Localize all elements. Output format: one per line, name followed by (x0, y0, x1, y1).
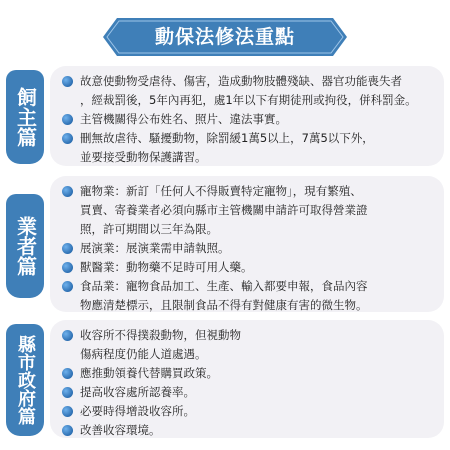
list-item: 獸醫業：動物藥不足時可用人藥。 (60, 258, 438, 277)
bullet-icon (62, 281, 73, 292)
owner-section-tab (6, 70, 44, 164)
title-banner (103, 18, 347, 56)
bullet-icon (62, 243, 73, 254)
list-item: 收容所不得撲殺動物，但視動物 傷病程度仍能人道處遇。 (60, 326, 438, 364)
bullet-icon (62, 406, 73, 417)
list-item: 展演業：展演業需申請執照。 (60, 239, 438, 258)
page-title: 動保法修法重點 (154, 26, 295, 48)
bullet-icon (62, 114, 73, 125)
bullet-icon (62, 387, 73, 398)
government-section-panel (50, 320, 444, 438)
owner-section-list (60, 72, 438, 167)
business-section-label: 業者篇 (13, 216, 38, 276)
bullet-icon (62, 262, 73, 273)
list-item: 主管機關得公布姓名、照片、違法事實。 (60, 110, 438, 129)
list-item: 改善收容環境。 (60, 421, 438, 440)
list-item: 必要時得增設收容所。 (60, 402, 438, 421)
list-item: 刪無故虐待、騷擾動物，除罰緩1萬5以上，7萬5以下外， 並要接受動物保護講習。 (60, 129, 438, 167)
bullet-icon (62, 186, 73, 197)
bullet-icon (62, 133, 73, 144)
business-section-tab (6, 194, 44, 298)
bullet-icon (62, 76, 73, 87)
business-section-list (60, 182, 438, 315)
government-section-label: 縣市政府篇 (15, 335, 36, 425)
bullet-icon (62, 425, 73, 436)
owner-section-label: 飼主篇 (13, 87, 38, 147)
list-item: 應推動領養代替購買政策。 (60, 364, 438, 383)
list-item: 故意使動物受虐待、傷害，造成動物肢體殘缺、器官功能喪失者 ，經裁罰後，5年內再犯，處1年以下有期徒刑或拘役，併科罰金。 (60, 72, 438, 110)
government-section-list (60, 326, 438, 440)
list-item: 寵物業：新訂「任何人不得販賣特定寵物」，現有繁殖、 買賣、寄養業者必須向縣市主管機關申請許可取得營業證 照，許可期間以三年為限。 (60, 182, 438, 239)
owner-section-panel (50, 66, 444, 166)
business-section-panel (50, 176, 444, 312)
list-item: 提高收容處所認養率。 (60, 383, 438, 402)
bullet-icon (62, 368, 73, 379)
government-section-tab (6, 324, 44, 436)
list-item: 食品業：寵物食品加工、生產、輸入都要申報，食品內容 物應清楚標示，且限制食品不得有對健康有害的微生物。 (60, 277, 438, 315)
bullet-icon (62, 330, 73, 341)
